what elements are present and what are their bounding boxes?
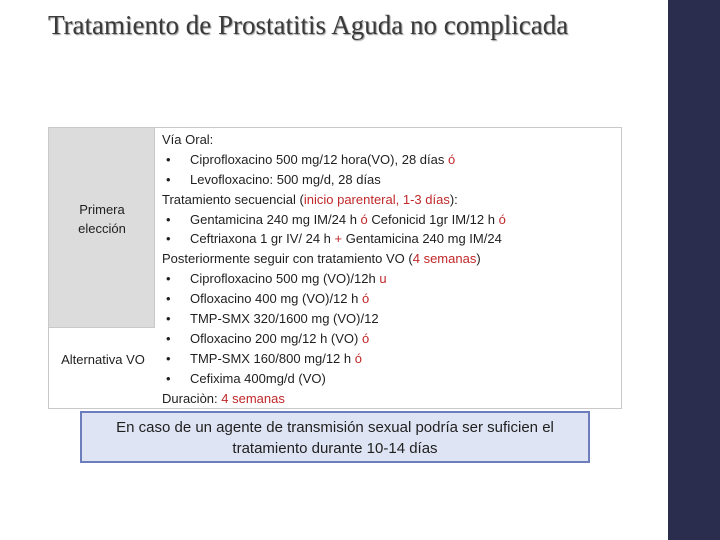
section-header-line — [162, 190, 622, 210]
line-text: Levofloxacino: 500 mg/d, 28 días — [190, 171, 381, 187]
highlight-text: inicio parenteral, 1-3 días — [303, 191, 450, 207]
bullet-line — [162, 229, 622, 249]
highlight-text: u — [379, 271, 387, 287]
line-text: ): — [449, 191, 458, 207]
line-text: Cefixima 400mg/d (VO) — [190, 370, 326, 386]
highlight-text: ó — [354, 350, 362, 366]
cell-primera-eleccion — [49, 128, 155, 328]
line-text: Ofloxacino 400 mg (VO)/12 h — [190, 291, 362, 307]
section-header-line — [162, 130, 622, 150]
bullet-line — [162, 349, 622, 369]
treatment-lines — [162, 130, 622, 408]
bullet-glyph: • — [166, 231, 171, 247]
section-header-line — [162, 389, 622, 409]
note-line-2: tratamiento durante 10-14 días — [232, 440, 438, 457]
line-text: Tratamiento secuencial ( — [162, 191, 304, 207]
bullet-glyph: • — [166, 330, 171, 346]
highlight-text: ó — [447, 151, 456, 167]
highlight-text: + — [334, 231, 343, 247]
line-text: Ceftriaxona 1 gr IV/ 24 h — [190, 231, 335, 247]
highlight-text: 4 semanas — [221, 390, 285, 406]
row-label-eleccion: elección — [78, 221, 126, 236]
bullet-glyph: • — [166, 350, 171, 366]
slide-title: Tratamiento de Prostatitis Aguda no complicada — [48, 10, 569, 40]
note-line-1: En caso de un agente de transmisión sexual podría ser suficien el — [116, 419, 554, 436]
highlight-text: ó — [361, 291, 370, 307]
line-text: Ofloxacino 200 mg/12 h (VO) — [190, 330, 362, 346]
line-text: Gentamicina 240 mg IM/24 h — [190, 211, 361, 227]
bullet-glyph: • — [166, 291, 171, 307]
cell-alternativa-vo — [49, 328, 155, 408]
line-text: ) — [476, 251, 481, 267]
bullet-glyph: • — [166, 311, 171, 327]
line-text: Cefonicid 1gr IM/12 h — [367, 211, 499, 227]
bullet-line — [162, 289, 622, 309]
row-label-alternativa: Alternativa VO — [61, 352, 145, 367]
bullet-glyph: • — [166, 271, 171, 287]
bullet-line — [162, 150, 622, 170]
line-text: Duraciòn: — [162, 390, 222, 406]
highlight-text: 4 semanas — [412, 251, 477, 267]
highlight-text: ó — [360, 211, 368, 227]
line-text: Posteriormente seguir con tratamiento VO ( — [162, 251, 413, 267]
highlight-text: ó — [498, 211, 506, 227]
bullet-line — [162, 369, 622, 389]
bullet-glyph: • — [166, 211, 171, 227]
bullet-line — [162, 309, 622, 329]
bullet-glyph: • — [166, 171, 171, 187]
bullet-glyph: • — [166, 370, 171, 386]
section-header-line — [162, 249, 622, 269]
bullet-line — [162, 269, 622, 289]
line-text: TMP-SMX 320/1600 mg (VO)/12 — [190, 311, 379, 327]
sexual-transmission-note — [80, 411, 590, 463]
line-text: Gentamicina 240 mg IM/24 — [342, 231, 502, 247]
bullet-line — [162, 329, 622, 349]
highlight-text: ó — [361, 330, 370, 346]
line-text: TMP-SMX 160/800 mg/12 h — [190, 350, 355, 366]
bullet-line — [162, 170, 622, 190]
line-text: Vía Oral: — [162, 132, 214, 147]
row-label-primera: Primera — [79, 202, 125, 217]
bullet-line — [162, 210, 622, 230]
line-text: Ciprofloxacino 500 mg (VO)/12h — [190, 271, 380, 287]
line-text: Ciprofloxacino 500 mg/12 hora(VO), 28 días — [190, 151, 448, 167]
bullet-glyph: • — [166, 151, 171, 167]
row-label-column — [48, 128, 154, 408]
decorative-side-bar — [668, 0, 720, 540]
